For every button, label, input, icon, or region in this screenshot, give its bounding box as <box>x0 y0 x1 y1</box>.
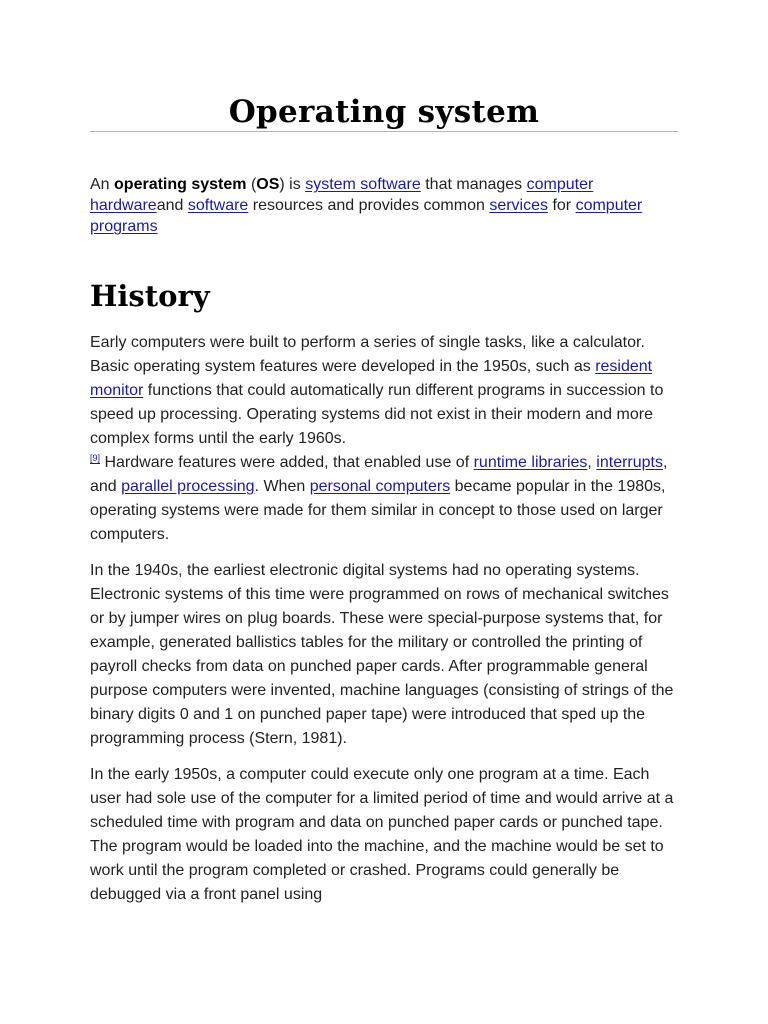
intro-text: for <box>548 197 576 214</box>
article <box>90 0 678 907</box>
paragraph-text: Hardware features were added, that enabled use of <box>100 454 474 471</box>
link-computer-programs[interactable]: computer programs <box>90 197 643 235</box>
intro-paragraph <box>90 174 678 237</box>
link-interrupts[interactable]: interrupts <box>596 454 663 471</box>
intro-text: that manages <box>420 176 527 193</box>
intro-text: ( <box>246 176 257 193</box>
history-heading: History <box>90 279 210 313</box>
intro-text: An <box>90 176 115 193</box>
intro-text: ) is <box>279 176 306 193</box>
link-services[interactable]: services <box>489 197 548 214</box>
link-resident-monitor[interactable]: resident monitor <box>90 358 653 399</box>
link-software[interactable]: software <box>187 197 249 214</box>
paragraph-text: functions that could automatically run different programs in succession to speed up processing. Operating systems did not exist in their modern and more complex forms until the early 1960s. <box>90 382 664 447</box>
link-personal-computers[interactable]: personal computers <box>309 478 451 495</box>
history-paragraph-1 <box>90 331 678 547</box>
intro-text: resources and provides common <box>248 197 490 214</box>
page-title: Operating system <box>228 94 540 130</box>
link-runtime-libraries[interactable]: runtime libraries <box>473 454 588 471</box>
paragraph-text: , and <box>90 454 668 495</box>
citation-ref <box>90 453 100 463</box>
intro-bold-term: operating system <box>114 176 247 193</box>
history-paragraph-3: In the early 1950s, a computer could execute only one program at a time. Each user had sole use of the computer for a limited period of time and would arrive at a scheduled time with program and data on punched paper cards or punched tape. The program would be loaded into the machine, and the machine would be set to work until the program completed or crashed. Programs could generally be debugged via a front panel using <box>90 766 674 903</box>
paragraph-text: Early computers were built to perform a series of single tasks, like a calculator. Basic operating system features were developed in the 1950s, such as <box>90 334 645 375</box>
citation-link[interactable]: [9] <box>90 453 101 463</box>
paragraph-text: . When <box>254 478 310 495</box>
intro-bold-abbr: OS <box>256 176 280 193</box>
intro-text: and <box>156 197 188 214</box>
history-paragraph-2: In the 1940s, the earliest electronic digital systems had no operating systems. Electronic systems of this time were programmed on rows of mechanical switches or by jumper wires on plug boards. These were special-purpose systems that, for example, generated ballistics tables for the military or controlled the printing of payroll checks from data on punched paper cards. After programmable general purpose computers were invented, machine languages (consisting of strings of the binary digits 0 and 1 on punched paper tape) were introduced that sped up the programming process (Stern, 1981). <box>90 562 674 747</box>
link-system-software[interactable]: system software <box>305 176 421 193</box>
link-computer-hardware[interactable]: computer hardware <box>90 176 594 214</box>
paragraph-text: became popular in the 1980s, operating systems were made for them similar in concept to those used on larger computers. <box>90 478 666 543</box>
paragraph-text: , <box>587 454 597 471</box>
link-parallel-processing[interactable]: parallel processing <box>121 478 255 495</box>
